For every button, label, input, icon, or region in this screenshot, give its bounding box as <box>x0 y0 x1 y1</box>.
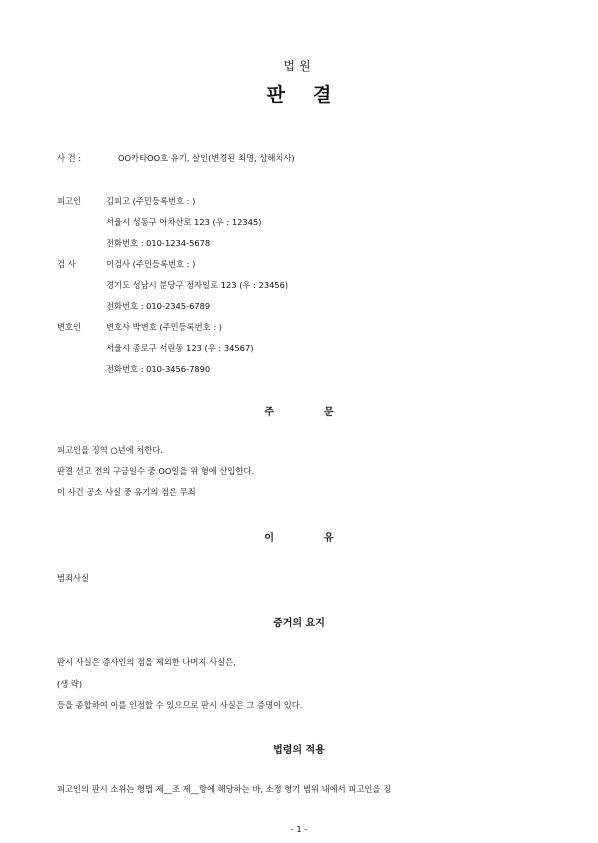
lawyer-phone: 전화번호 : 010-3456-7890 <box>106 364 211 374</box>
prosecutor-name: 이검사 (주민등록번호 : ) <box>106 259 196 269</box>
lawyer-name: 변호사 박변호 (주민등록번호 : ) <box>106 322 222 332</box>
evidence-heading: 증거의 요지 <box>273 618 325 629</box>
order-line-3: 이 사건 공소 사실 중 유기의 점은 무죄 <box>57 487 196 497</box>
lawyer-address: 서울시 종로구 서린동 123 (우 : 34567) <box>106 343 254 353</box>
defendant-phone: 전화번호 : 010-1234-5678 <box>106 238 211 248</box>
order-line-1: 피고인을 징역 ○년에 처한다. <box>57 445 163 455</box>
law-line: 피고인의 판시 소위는 형법 제__조 제__항에 해당하는 바, 소정 형기 범위 내에서 피고인을 징 <box>57 784 392 794</box>
defendant-name: 김피고 (주민등록번호 : ) <box>106 196 196 206</box>
law-heading: 법령의 적용 <box>273 745 325 756</box>
defendant-label: 피고인 <box>57 196 82 206</box>
crime-facts-label: 범죄사실 <box>57 573 90 583</box>
evidence-line-2: (생 략) <box>57 679 83 689</box>
prosecutor-address: 경기도 성남시 분당구 정자일로 123 (우 : 23456) <box>106 280 289 290</box>
lawyer-label: 변호인 <box>57 322 82 332</box>
case-label: 사 건 : <box>57 153 82 163</box>
page-number: - 1 - <box>290 824 308 834</box>
prosecutor-phone: 전화번호 : 010-2345-6789 <box>106 301 211 311</box>
document-title: 판결 <box>266 84 360 106</box>
case-value: OO카타OO호 유기, 살인(변경된 죄명, 상해치사) <box>118 153 295 163</box>
evidence-line-3: 등을 종합하여 이를 인정할 수 있으므로 판시 사실은 그 증명이 있다. <box>57 700 303 710</box>
reason-heading: 이유 <box>264 533 384 544</box>
evidence-line-1: 판시 사실은 증사인의 점을 제외한 나머지 사실은, <box>57 657 236 667</box>
court-name: 법원 <box>283 59 315 73</box>
order-heading: 주문 <box>264 407 384 418</box>
defendant-address: 서울시 성동구 아차산로 123 (우 : 12345) <box>106 217 262 227</box>
prosecutor-label: 검 사 <box>57 259 76 269</box>
order-line-2: 판결 선고 전의 구금일수 중 OO일을 위 형에 산입한다. <box>57 466 255 476</box>
